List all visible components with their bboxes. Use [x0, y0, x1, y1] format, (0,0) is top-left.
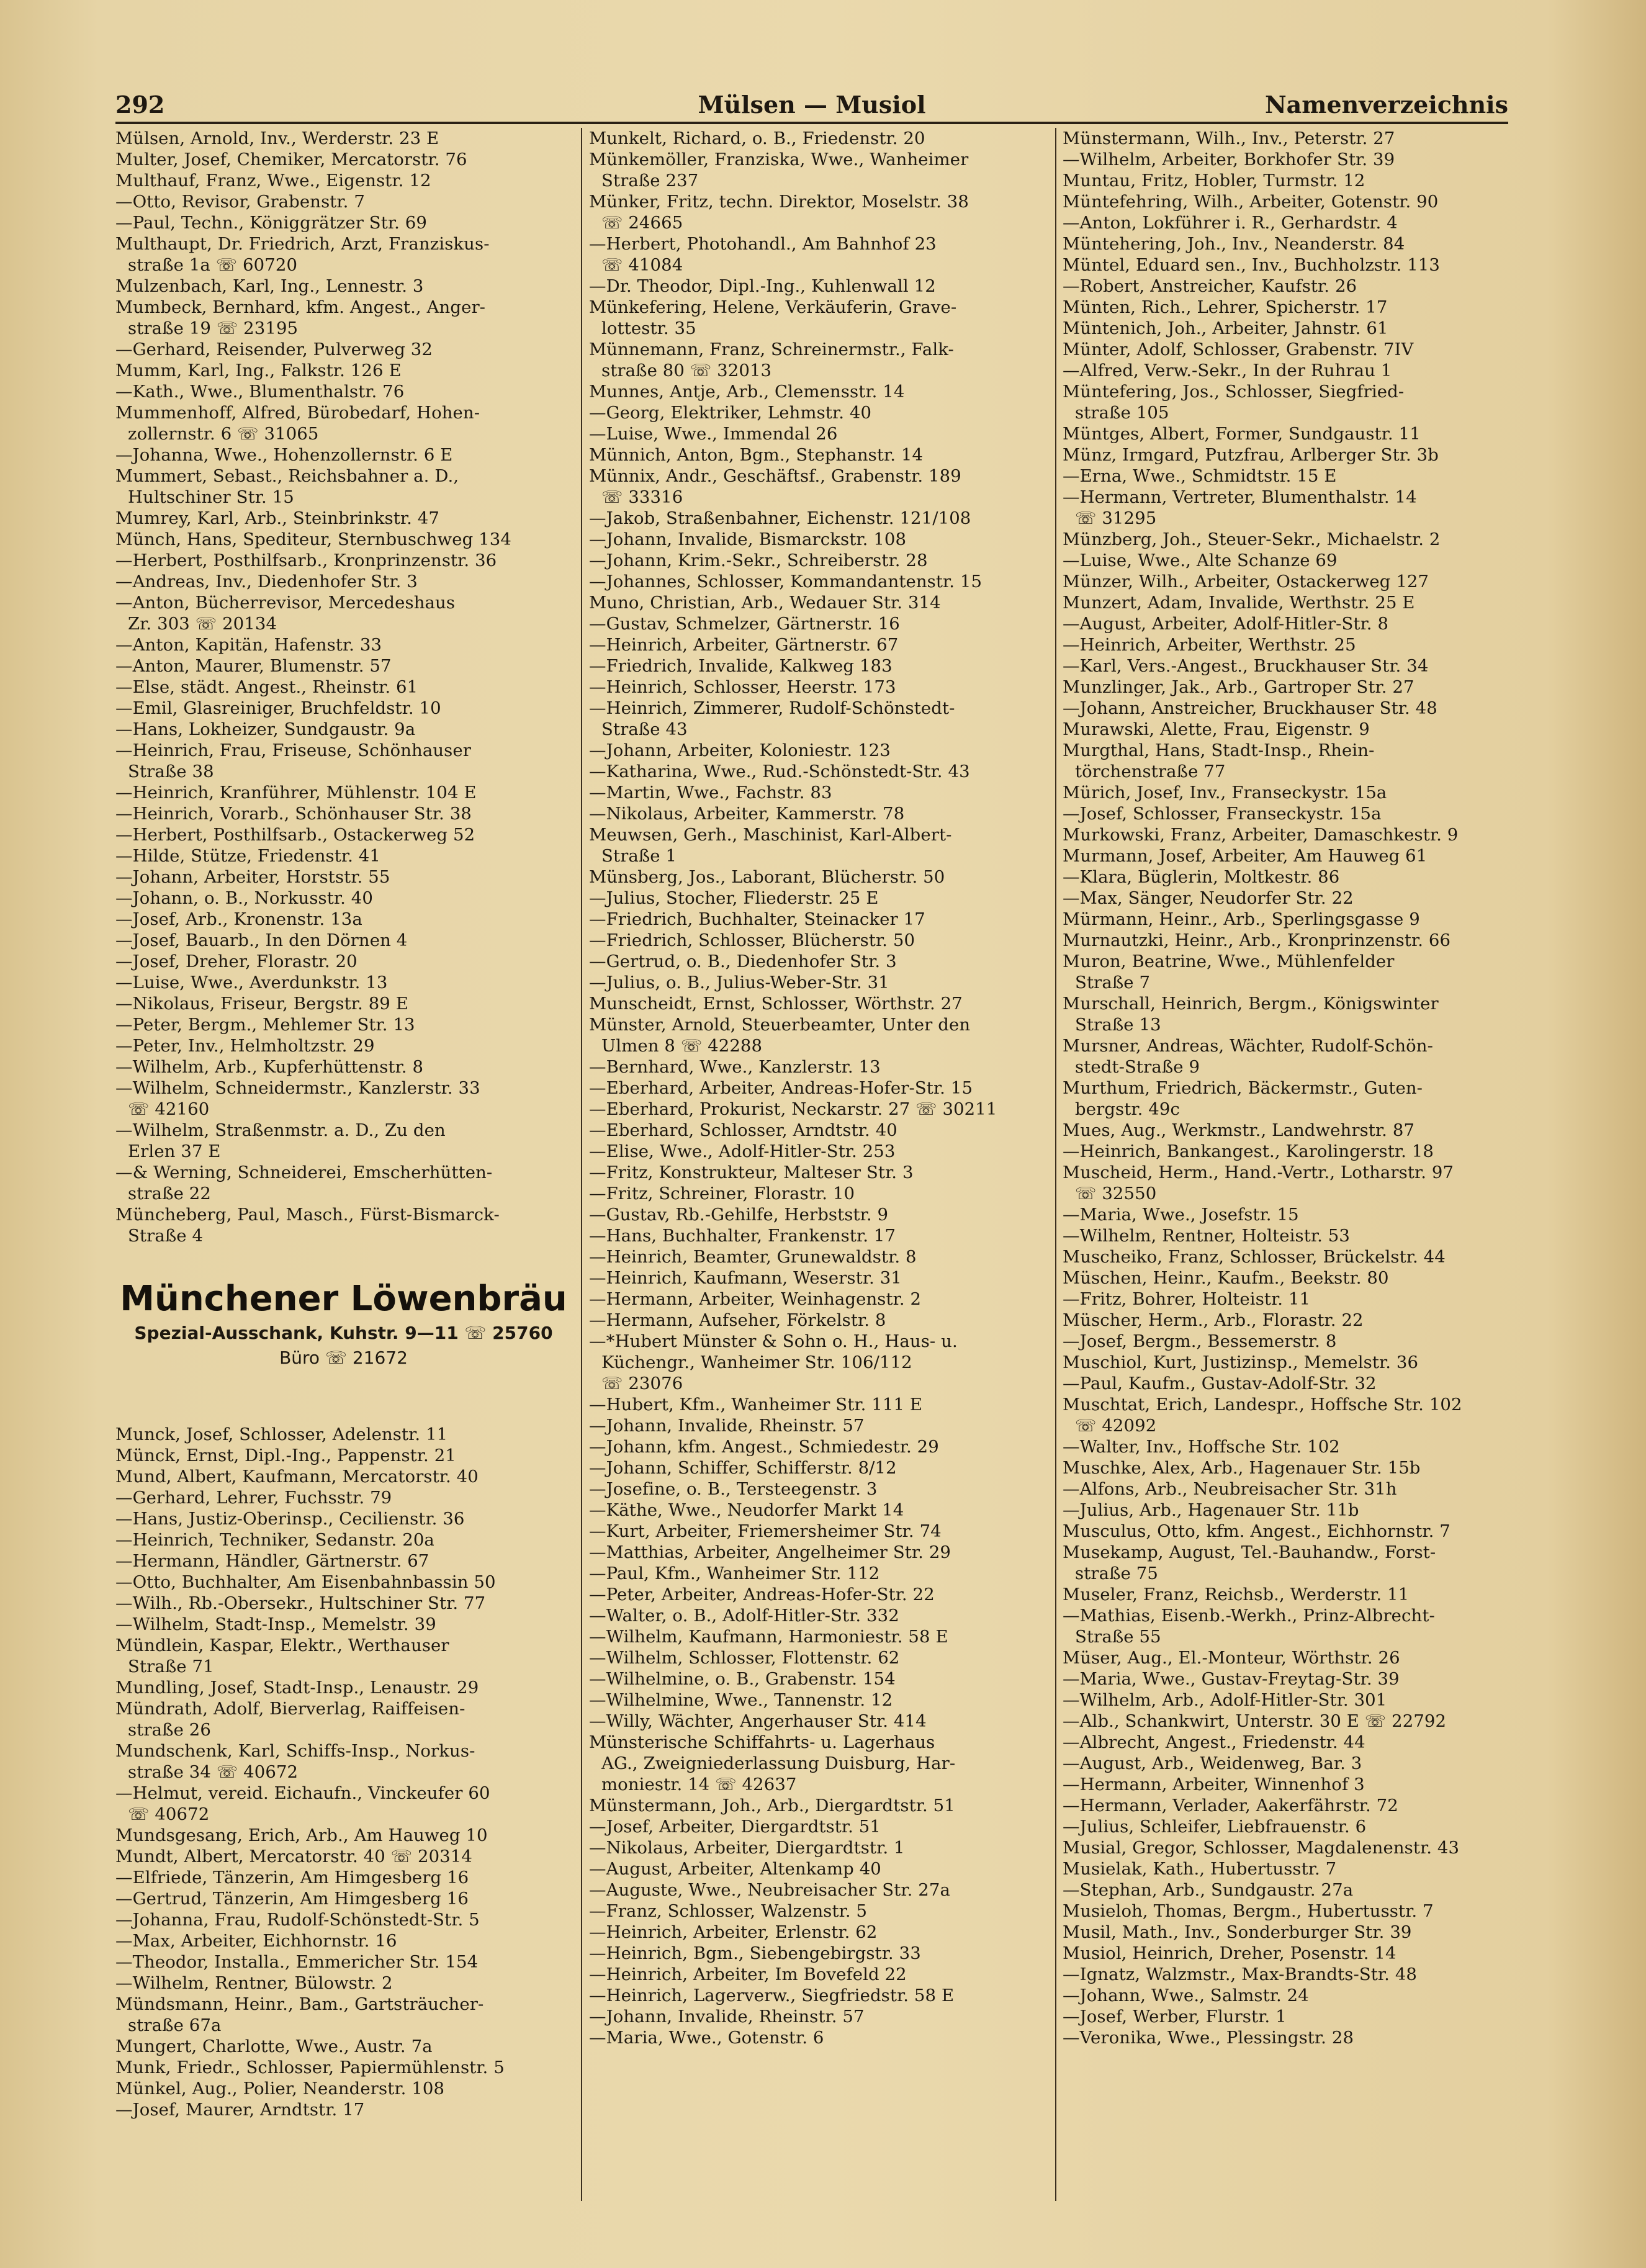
- directory-entry-line: Murgthal, Hans, Stadt-Insp., Rhein-: [1063, 740, 1375, 760]
- directory-entry-line: —Karl, Vers.-Angest., Bruckhauser Str. 34: [1063, 656, 1429, 676]
- directory-entry-line: —Jakob, Straßenbahner, Eichenstr. 121/108: [589, 508, 971, 528]
- directory-entry-line: —Friedrich, Buchhalter, Steinacker 17: [589, 909, 925, 929]
- directory-entry-line: Munzert, Adam, Invalide, Werthstr. 25 E: [1063, 593, 1415, 613]
- directory-entry-line: —Wilhelm, Arbeiter, Borkhofer Str. 39: [1063, 150, 1395, 169]
- directory-entry-line: straße 26: [128, 1720, 211, 1740]
- directory-entry-line: straße 80 ☏ 32013: [601, 361, 772, 380]
- directory-entry-line: —Nikolaus, Arbeiter, Kammerstr. 78: [589, 804, 905, 824]
- directory-entry-line: —Paul, Kfm., Wanheimer Str. 112: [589, 1564, 880, 1583]
- directory-entry-line: Straße 237: [601, 171, 699, 191]
- directory-entry-line: —Hans, Justiz-Oberinsp., Cecilienstr. 36: [115, 1509, 465, 1529]
- directory-entry-line: Mumrey, Karl, Arb., Steinbrinkstr. 47: [115, 508, 439, 528]
- directory-entry-line: —Wilhelmine, o. B., Grabenstr. 154: [589, 1669, 896, 1689]
- directory-entry-line: Zr. 303 ☏ 20134: [128, 614, 277, 634]
- directory-entry-line: Musiol, Heinrich, Dreher, Posenstr. 14: [1063, 1943, 1396, 1963]
- directory-entry-line: —Eberhard, Schlosser, Arndtstr. 40: [589, 1120, 897, 1140]
- directory-entry-line: —Julius, Arb., Hagenauer Str. 11b: [1063, 1500, 1359, 1520]
- directory-entry-line: Münten, Rich., Lehrer, Spicherstr. 17: [1063, 297, 1388, 317]
- directory-entry-line: Mürich, Josef, Inv., Franseckystr. 15a: [1063, 783, 1387, 803]
- directory-entry-line: —Gerhard, Lehrer, Fuchsstr. 79: [115, 1488, 392, 1508]
- column-3: [1063, 128, 1519, 2226]
- directory-entry-line: —Eberhard, Arbeiter, Andreas-Hofer-Str. 15: [589, 1078, 973, 1098]
- directory-entry-line: Muschiol, Kurt, Justizinsp., Memelstr. 36: [1063, 1352, 1419, 1372]
- directory-entry-line: —Hermann, Aufseher, Förkelstr. 8: [589, 1310, 886, 1330]
- directory-entry-line: ☏ 40672: [128, 1804, 210, 1824]
- directory-entry-line: —Julius, o. B., Julius-Weber-Str. 31: [589, 973, 889, 992]
- directory-entry-line: Münzberg, Joh., Steuer-Sekr., Michaelstr. 2: [1063, 529, 1441, 549]
- directory-entry-line: —Willy, Wächter, Angerhauser Str. 414: [589, 1711, 927, 1731]
- directory-entry-line: Münkel, Aug., Polier, Neanderstr. 108: [115, 2079, 445, 2099]
- directory-entry-line: Straße 13: [1075, 1015, 1161, 1035]
- directory-entry-line: —Josef, Werber, Flurstr. 1: [1063, 2007, 1287, 2027]
- directory-entry-line: —Heinrich, Techniker, Sedanstr. 20a: [115, 1530, 434, 1550]
- directory-entry-line: —Nikolaus, Arbeiter, Diergardtstr. 1: [589, 1838, 905, 1858]
- directory-entry-line: —Heinrich, Arbeiter, Gärtnerstr. 67: [589, 635, 899, 655]
- directory-entry-line: Mulzenbach, Karl, Ing., Lennestr. 3: [115, 276, 424, 296]
- directory-entry-line: —Johann, Anstreicher, Bruckhauser Str. 48: [1063, 698, 1437, 718]
- directory-entry-line: —Anton, Lokführer i. R., Gerhardstr. 4: [1063, 213, 1398, 233]
- directory-entry-line: Mündrath, Adolf, Bierverlag, Raiffeisen-: [115, 1699, 465, 1719]
- directory-entry-line: —Paul, Kaufm., Gustav-Adolf-Str. 32: [1063, 1374, 1377, 1393]
- directory-entry-line: Mumbeck, Bernhard, kfm. Angest., Anger-: [115, 297, 486, 317]
- directory-entry-line: Straße 4: [128, 1226, 204, 1246]
- directory-entry-line: —Matthias, Arbeiter, Angelheimer Str. 29: [589, 1542, 951, 1562]
- directory-entry-line: —Heinrich, Kaufmann, Weserstr. 31: [589, 1268, 902, 1288]
- directory-entry-line: Mundsgesang, Erich, Arb., Am Hauweg 10: [115, 1825, 488, 1845]
- directory-entry-line: Münkemöller, Franziska, Wwe., Wanheimer: [589, 150, 969, 169]
- directory-entry-line: —Max, Arbeiter, Eichhornstr. 16: [115, 1931, 397, 1951]
- directory-entry-line: —Gertrud, o. B., Diedenhofer Str. 3: [589, 952, 897, 971]
- directory-entry-line: —Hans, Buchhalter, Frankenstr. 17: [589, 1226, 896, 1246]
- directory-entry-line: Mundschenk, Karl, Schiffs-Insp., Norkus-: [115, 1741, 475, 1761]
- directory-entry-line: ☏ 24665: [601, 213, 683, 233]
- directory-entry-line: —Luise, Wwe., Alte Schanze 69: [1063, 551, 1338, 570]
- directory-entry-line: Multhauf, Franz, Wwe., Eigenstr. 12: [115, 171, 431, 191]
- column-divider: [581, 128, 582, 2201]
- directory-entry-line: —Alfons, Arb., Neubreisacher Str. 31h: [1063, 1479, 1397, 1499]
- directory-entry-line: Müntel, Eduard sen., Inv., Buchholzstr. 113: [1063, 255, 1440, 275]
- directory-entry-line: —Katharina, Wwe., Rud.-Schönstedt-Str. 43: [589, 762, 970, 781]
- directory-entry-line: —Ignatz, Walzmstr., Max-Brandts-Str. 48: [1063, 1964, 1418, 1984]
- column-2: [589, 128, 1045, 2226]
- directory-entry-line: —Josef, Arb., Kronenstr. 13a: [115, 909, 362, 929]
- directory-entry-line: lottestr. 35: [601, 318, 696, 338]
- directory-entry-line: —Wilhelmine, Wwe., Tannenstr. 12: [589, 1690, 893, 1710]
- directory-entry-line: Mündlein, Kaspar, Elektr., Werthauser: [115, 1636, 449, 1655]
- directory-entry-line: —Wilhelm, Schneidermstr., Kanzlerstr. 33: [115, 1078, 480, 1098]
- directory-entry-line: Murschall, Heinrich, Bergm., Königswinter: [1063, 994, 1439, 1014]
- directory-entry-line: Müncheberg, Paul, Masch., Fürst-Bismarck-: [115, 1205, 500, 1225]
- directory-entry-line: —Josef, Arbeiter, Diergardtstr. 51: [589, 1817, 881, 1837]
- directory-entry-line: —Auguste, Wwe., Neubreisacher Str. 27a: [589, 1880, 950, 1900]
- directory-entry-line: Hultschiner Str. 15: [128, 487, 294, 507]
- directory-entry-line: straße 75: [1075, 1564, 1158, 1583]
- directory-entry-line: —Hans, Lokheizer, Sundgaustr. 9a: [115, 719, 416, 739]
- directory-entry-line: Murnautzki, Heinr., Arb., Kronprinzenstr. 66: [1063, 930, 1451, 950]
- ad-office-phone: Büro ☏ 21672: [279, 1348, 408, 1368]
- directory-entry-line: —Wilhelm, Straßenmstr. a. D., Zu den: [115, 1120, 446, 1140]
- directory-entry-line: —Heinrich, Arbeiter, Werthstr. 25: [1063, 635, 1356, 655]
- directory-entry-line: —Johann, Invalide, Rheinstr. 57: [589, 2007, 865, 2027]
- column-1: [115, 128, 572, 2226]
- directory-entry-line: Mündsmann, Heinr., Bam., Gartsträucher-: [115, 1994, 484, 2014]
- directory-entry-line: Mundt, Albert, Mercatorstr. 40 ☏ 20314: [115, 1847, 472, 1866]
- directory-entry-line: Mues, Aug., Werkmstr., Landwehrstr. 87: [1063, 1120, 1415, 1140]
- directory-entry-line: Mungert, Charlotte, Wwe., Austr. 7a: [115, 2036, 433, 2056]
- directory-entry-line: —Else, städt. Angest., Rheinstr. 61: [115, 677, 418, 697]
- directory-entry-line: —Wilhelm, Rentner, Bülowstr. 2: [115, 1973, 393, 1993]
- directory-entry-line: —Klara, Büglerin, Moltkestr. 86: [1063, 867, 1340, 887]
- directory-entry-line: Munck, Josef, Schlosser, Adelenstr. 11: [115, 1424, 448, 1444]
- directory-entry-line: —August, Arb., Weidenweg, Bar. 3: [1063, 1753, 1362, 1773]
- directory-entry-line: —Julius, Schleifer, Liebfrauenstr. 6: [1063, 1817, 1367, 1837]
- directory-entry-line: —Anton, Kapitän, Hafenstr. 33: [115, 635, 382, 655]
- directory-entry-line: —August, Arbeiter, Altenkamp 40: [589, 1859, 881, 1879]
- directory-entry-line: —Alfred, Verw.-Sekr., In der Ruhrau 1: [1063, 361, 1392, 380]
- running-title: Mülsen — Musiol: [698, 91, 926, 119]
- directory-entry-line: ☏ 33316: [601, 487, 683, 507]
- directory-entry-line: —Heinrich, Frau, Friseuse, Schönhauser: [115, 740, 471, 760]
- directory-entry-line: —Wilhelm, Arb., Kupferhüttenstr. 8: [115, 1057, 424, 1077]
- directory-entry-line: Mursner, Andreas, Wächter, Rudolf-Schön-: [1063, 1036, 1433, 1056]
- directory-entry-line: Münck, Ernst, Dipl.-Ing., Pappenstr. 21: [115, 1446, 456, 1465]
- directory-entry-line: —Johannes, Schlosser, Kommandantenstr. 15: [589, 572, 983, 592]
- directory-entry-line: —Heinrich, Arbeiter, Erlenstr. 62: [589, 1922, 878, 1942]
- directory-entry-line: —Theodor, Installa., Emmericher Str. 154: [115, 1952, 479, 1972]
- directory-entry-line: —Josef, Bauarb., In den Dörnen 4: [115, 930, 408, 950]
- directory-entry-line: —Johanna, Wwe., Hohenzollernstr. 6 E: [115, 445, 453, 465]
- directory-entry-line: —Kath., Wwe., Blumenthalstr. 76: [115, 382, 405, 402]
- directory-entry-line: —Anton, Bücherrevisor, Mercedeshaus: [115, 593, 456, 613]
- column-divider: [1055, 128, 1056, 2201]
- directory-entry-line: —Maria, Wwe., Josefstr. 15: [1063, 1205, 1299, 1225]
- directory-entry-line: —Johann, Invalide, Bismarckstr. 108: [589, 529, 907, 549]
- directory-entry-line: Mülsen, Arnold, Inv., Werderstr. 23 E: [115, 128, 439, 148]
- directory-entry-line: Muno, Christian, Arb., Wedauer Str. 314: [589, 593, 941, 613]
- directory-entry-line: Küchengr., Wanheimer Str. 106/112: [601, 1352, 912, 1372]
- directory-entry-line: stedt-Straße 9: [1075, 1057, 1200, 1077]
- directory-entry-line: Muntau, Fritz, Hobler, Turmstr. 12: [1063, 171, 1365, 191]
- directory-entry-line: Müntehering, Joh., Inv., Neanderstr. 84: [1063, 234, 1405, 254]
- directory-entry-line: —Elfriede, Tänzerin, Am Himgesberg 16: [115, 1868, 469, 1888]
- directory-entry-line: Straße 38: [128, 762, 214, 781]
- directory-entry-line: Musil, Math., Inv., Sonderburger Str. 39: [1063, 1922, 1412, 1942]
- directory-entry-line: straße 67a: [128, 2015, 222, 2035]
- directory-entry-line: —Robert, Anstreicher, Kaufstr. 26: [1063, 276, 1357, 296]
- directory-entry-line: —Gustav, Schmelzer, Gärtnerstr. 16: [589, 614, 900, 634]
- directory-entry-line: —Anton, Maurer, Blumenstr. 57: [115, 656, 392, 676]
- directory-entry-line: Munscheidt, Ernst, Schlosser, Wörthstr. 27: [589, 994, 963, 1014]
- directory-entry-line: Straße 1: [601, 846, 677, 866]
- directory-entry-line: —Otto, Buchhalter, Am Eisenbahnbassin 50: [115, 1572, 496, 1592]
- directory-entry-line: —Herbert, Posthilfsarb., Ostackerweg 52: [115, 825, 475, 845]
- directory-entry-line: —Herbert, Photohandl., Am Bahnhof 23: [589, 234, 937, 254]
- directory-entry-line: —Johann, Arbeiter, Horststr. 55: [115, 867, 390, 887]
- directory-entry-line: —Walter, Inv., Hoffsche Str. 102: [1063, 1437, 1340, 1457]
- directory-entry-line: —Josefine, o. B., Tersteegenstr. 3: [589, 1479, 878, 1499]
- directory-entry-line: —August, Arbeiter, Adolf-Hitler-Str. 8: [1063, 614, 1389, 634]
- directory-entry-line: —Hilde, Stütze, Friedenstr. 41: [115, 846, 380, 866]
- directory-entry-line: Müntefehring, Wilh., Arbeiter, Gotenstr. 90: [1063, 192, 1439, 212]
- directory-entry-line: Müntefering, Jos., Schlosser, Siegfried-: [1063, 382, 1405, 402]
- directory-entry-line: —Johann, o. B., Norkusstr. 40: [115, 888, 373, 908]
- ad-title: Münchener Löwenbräu: [120, 1279, 567, 1319]
- directory-entry-line: Straße 7: [1075, 973, 1151, 992]
- directory-entry-line: —Wilh., Rb.-Obersekr., Hultschiner Str. 77: [115, 1593, 486, 1613]
- directory-entry-line: —Gertrud, Tänzerin, Am Himgesberg 16: [115, 1889, 469, 1909]
- directory-entry-line: —Johann, Arbeiter, Koloniestr. 123: [589, 740, 891, 760]
- directory-entry-line: —Wilhelm, Rentner, Holteistr. 53: [1063, 1226, 1350, 1246]
- directory-entry-line: törchenstraße 77: [1075, 762, 1226, 781]
- directory-entry-line: —Hermann, Arbeiter, Weinhagenstr. 2: [589, 1289, 922, 1309]
- directory-entry-line: bergstr. 49c: [1075, 1099, 1180, 1119]
- directory-entry-line: Münsterische Schiffahrts- u. Lagerhaus: [589, 1732, 935, 1752]
- directory-entry-line: ☏ 32550: [1075, 1184, 1157, 1204]
- section-title: Namenverzeichnis: [1264, 91, 1508, 119]
- directory-entry-line: —Maria, Wwe., Gotenstr. 6: [589, 2028, 824, 2048]
- directory-entry-line: —Gustav, Rb.-Gehilfe, Herbststr. 9: [589, 1205, 889, 1225]
- directory-entry-line: —Josef, Bergm., Bessemerstr. 8: [1063, 1331, 1337, 1351]
- directory-entry-line: Multer, Josef, Chemiker, Mercatorstr. 76: [115, 150, 467, 169]
- directory-entry-line: Mundling, Josef, Stadt-Insp., Lenaustr. 29: [115, 1678, 479, 1698]
- directory-entry-line: —Walter, o. B., Adolf-Hitler-Str. 332: [589, 1606, 899, 1626]
- directory-entry-line: ☏ 41084: [601, 255, 683, 275]
- directory-entry-line: Münstermann, Joh., Arb., Diergardtstr. 51: [589, 1796, 955, 1816]
- directory-entry-line: Münnemann, Franz, Schreinermstr., Falk-: [589, 340, 954, 359]
- directory-entry-line: Münsberg, Jos., Laborant, Blücherstr. 50: [589, 867, 945, 887]
- directory-entry-line: Mumm, Karl, Ing., Falkstr. 126 E: [115, 361, 402, 380]
- directory-entry-line: Multhaupt, Dr. Friedrich, Arzt, Franziskus-: [115, 234, 490, 254]
- directory-entry-line: —Veronika, Wwe., Plessingstr. 28: [1063, 2028, 1354, 2048]
- directory-entry-line: —Max, Sänger, Neudorfer Str. 22: [1063, 888, 1354, 908]
- directory-entry-line: —Johanna, Frau, Rudolf-Schönstedt-Str. 5: [115, 1910, 480, 1930]
- directory-entry-line: —Johann, kfm. Angest., Schmiedestr. 29: [589, 1437, 939, 1457]
- directory-entry-line: Munkelt, Richard, o. B., Friedenstr. 20: [589, 128, 925, 148]
- directory-entry-line: Musieloh, Thomas, Bergm., Hubertusstr. 7: [1063, 1901, 1434, 1921]
- directory-entry-line: straße 34 ☏ 40672: [128, 1762, 299, 1782]
- directory-entry-line: Mund, Albert, Kaufmann, Mercatorstr. 40: [115, 1467, 479, 1487]
- page-number: 292: [115, 91, 165, 119]
- ad-address: Spezial-Ausschank, Kuhstr. 9—11 ☏ 25760: [134, 1323, 553, 1343]
- directory-entry-line: Münch, Hans, Spediteur, Sternbuschweg 134: [115, 529, 511, 549]
- directory-entry-line: —Heinrich, Lagerverw., Siegfriedstr. 58 E: [589, 1986, 955, 2005]
- directory-entry-line: —Fritz, Schreiner, Florastr. 10: [589, 1184, 855, 1204]
- directory-entry-line: Erlen 37 E: [128, 1141, 221, 1161]
- directory-entry-line: —Julius, Stocher, Fliederstr. 25 E: [589, 888, 879, 908]
- directory-entry-line: —Hubert, Kfm., Wanheimer Str. 111 E: [589, 1395, 923, 1415]
- directory-entry-line: —Dr. Theodor, Dipl.-Ing., Kuhlenwall 12: [589, 276, 936, 296]
- directory-entry-line: Murkowski, Franz, Arbeiter, Damaschkestr. 9: [1063, 825, 1459, 845]
- directory-entry-line: —Peter, Bergm., Mehlemer Str. 13: [115, 1015, 415, 1035]
- directory-entry-line: Müschen, Heinr., Kaufm., Beekstr. 80: [1063, 1268, 1389, 1288]
- directory-entry-line: Munk, Friedr., Schlosser, Papiermühlenstr. 5: [115, 2058, 505, 2077]
- directory-entry-line: —Mathias, Eisenb.-Werkh., Prinz-Albrecht-: [1063, 1606, 1435, 1626]
- directory-entry-line: Mummenhoff, Alfred, Bürobedarf, Hohen-: [115, 403, 480, 423]
- directory-entry-line: —*Hubert Münster & Sohn o. H., Haus- u.: [589, 1331, 958, 1351]
- directory-entry-line: Münzer, Wilh., Arbeiter, Ostackerweg 127: [1063, 572, 1429, 592]
- directory-entry-line: —Hermann, Händler, Gärtnerstr. 67: [115, 1551, 429, 1571]
- directory-entry-line: Straße 71: [128, 1657, 214, 1676]
- directory-entry-line: —Elise, Wwe., Adolf-Hitler-Str. 253: [589, 1141, 896, 1161]
- directory-entry-line: Mürmann, Heinr., Arb., Sperlingsgasse 9: [1063, 909, 1420, 929]
- directory-entry-line: —Josef, Schlosser, Franseckystr. 15a: [1063, 804, 1382, 824]
- directory-entry-line: —Heinrich, Bgm., Siebengebirgstr. 33: [589, 1943, 921, 1963]
- directory-entry-line: —Johann, Krim.-Sekr., Schreiberstr. 28: [589, 551, 928, 570]
- directory-entry-line: —Johann, Schiffer, Schifferstr. 8/12: [589, 1458, 897, 1478]
- directory-entry-line: straße 22: [128, 1184, 211, 1204]
- directory-entry-line: —Käthe, Wwe., Neudorfer Markt 14: [589, 1500, 904, 1520]
- directory-entry-line: —Hermann, Verlader, Aakerfährstr. 72: [1063, 1796, 1398, 1816]
- directory-entry-line: —Maria, Wwe., Gustav-Freytag-Str. 39: [1063, 1669, 1400, 1689]
- directory-entry-line: —Heinrich, Arbeiter, Im Bovefeld 22: [589, 1964, 907, 1984]
- directory-entry-line: —Paul, Techn., Königgrätzer Str. 69: [115, 213, 427, 233]
- directory-entry-line: Münkefering, Helene, Verkäuferin, Grave-: [589, 297, 957, 317]
- directory-entry-line: Ulmen 8 ☏ 42288: [601, 1036, 763, 1056]
- directory-entry-line: Muron, Beatrine, Wwe., Mühlenfelder: [1063, 952, 1395, 971]
- directory-entry-line: —Friedrich, Schlosser, Blücherstr. 50: [589, 930, 915, 950]
- directory-entry-line: —Kurt, Arbeiter, Friemersheimer Str. 74: [589, 1521, 942, 1541]
- directory-entry-line: ☏ 42160: [128, 1099, 210, 1119]
- directory-entry-line: —Herbert, Posthilfsarb., Kronprinzenstr. 36: [115, 551, 497, 570]
- directory-entry-line: Müntenich, Joh., Arbeiter, Jahnstr. 61: [1063, 318, 1388, 338]
- directory-entry-line: —Otto, Revisor, Grabenstr. 7: [115, 192, 365, 212]
- directory-entry-line: —Hermann, Arbeiter, Winnenhof 3: [1063, 1775, 1365, 1794]
- directory-entry-line: Münz, Irmgard, Putzfrau, Arlberger Str. 3b: [1063, 445, 1439, 465]
- directory-entry-line: zollernstr. 6 ☏ 31065: [128, 424, 319, 444]
- directory-entry-line: straße 1a ☏ 60720: [128, 255, 298, 275]
- directory-entry-line: Straße 43: [601, 719, 688, 739]
- directory-entry-line: Münker, Fritz, techn. Direktor, Moselstr. 38: [589, 192, 969, 212]
- directory-entry-line: AG., Zweigniederlassung Duisburg, Har-: [601, 1753, 956, 1773]
- directory-entry-line: —Helmut, vereid. Eichaufn., Vinckeufer 60: [115, 1783, 490, 1803]
- directory-entry-line: Muschke, Alex, Arb., Hagenauer Str. 15b: [1063, 1458, 1421, 1478]
- directory-entry-line: Murmann, Josef, Arbeiter, Am Hauweg 61: [1063, 846, 1428, 866]
- directory-entry-line: Münnich, Anton, Bgm., Stephanstr. 14: [589, 445, 924, 465]
- directory-entry-line: —Nikolaus, Friseur, Bergstr. 89 E: [115, 994, 408, 1014]
- directory-entry-line: straße 19 ☏ 23195: [128, 318, 299, 338]
- directory-entry-line: —Luise, Wwe., Averdunkstr. 13: [115, 973, 388, 992]
- directory-entry-line: Muschtat, Erich, Landespr., Hoffsche Str. 102: [1063, 1395, 1462, 1415]
- directory-entry-line: —Heinrich, Beamter, Grunewaldstr. 8: [589, 1247, 917, 1267]
- directory-entry-line: Musculus, Otto, kfm. Angest., Eichhornstr. 7: [1063, 1521, 1450, 1541]
- directory-entry-line: —Franz, Schlosser, Walzenstr. 5: [589, 1901, 868, 1921]
- directory-entry-line: Straße 55: [1075, 1627, 1161, 1647]
- directory-entry-line: Meuwsen, Gerh., Maschinist, Karl-Albert-: [589, 825, 952, 845]
- directory-entry-line: —Stephan, Arb., Sundgaustr. 27a: [1063, 1880, 1354, 1900]
- directory-entry-line: —Hermann, Vertreter, Blumenthalstr. 14: [1063, 487, 1417, 507]
- directory-entry-line: —Gerhard, Reisender, Pulverweg 32: [115, 340, 433, 359]
- directory-entry-line: Münster, Arnold, Steuerbeamter, Unter den: [589, 1015, 971, 1035]
- directory-entry-line: —Heinrich, Kranführer, Mühlenstr. 104 E: [115, 783, 477, 803]
- directory-entry-line: —Eberhard, Prokurist, Neckarstr. 27 ☏ 30211: [589, 1099, 997, 1119]
- directory-entry-line: —Alb., Schankwirt, Unterstr. 30 E ☏ 22792: [1063, 1711, 1447, 1731]
- directory-entry-line: —Fritz, Konstrukteur, Malteser Str. 3: [589, 1163, 914, 1182]
- directory-entry-line: Muscheid, Herm., Hand.-Vertr., Lotharstr. 97: [1063, 1163, 1454, 1182]
- directory-entry-line: —Wilhelm, Schlosser, Flottenstr. 62: [589, 1648, 900, 1668]
- directory-entry-line: Münnix, Andr., Geschäftsf., Grabenstr. 189: [589, 466, 961, 486]
- directory-entry-line: —Georg, Elektriker, Lehmstr. 40: [589, 403, 872, 423]
- directory-entry-line: —Peter, Inv., Helmholtzstr. 29: [115, 1036, 375, 1056]
- page-header: [115, 86, 1508, 124]
- directory-entry-line: ☏ 31295: [1075, 508, 1157, 528]
- directory-entry-line: —Friedrich, Invalide, Kalkweg 183: [589, 656, 893, 676]
- directory-entry-line: Munzlinger, Jak., Arb., Gartroper Str. 27: [1063, 677, 1414, 697]
- directory-entry-line: Münstermann, Wilh., Inv., Peterstr. 27: [1063, 128, 1395, 148]
- directory-entry-line: Musial, Gregor, Schlosser, Magdalenenstr. 43: [1063, 1838, 1460, 1858]
- directory-entry-line: —Bernhard, Wwe., Kanzlerstr. 13: [589, 1057, 881, 1077]
- directory-entry-line: —Josef, Dreher, Florastr. 20: [115, 952, 358, 971]
- directory-entry-line: —Martin, Wwe., Fachstr. 83: [589, 783, 832, 803]
- directory-entry-line: Münter, Adolf, Schlosser, Grabenstr. 7IV: [1063, 340, 1414, 359]
- directory-entry-line: —Wilhelm, Arb., Adolf-Hitler-Str. 301: [1063, 1690, 1387, 1710]
- directory-entry-line: —Heinrich, Vorarb., Schönhauser Str. 38: [115, 804, 472, 824]
- directory-entry-line: —Fritz, Bohrer, Holteistr. 11: [1063, 1289, 1311, 1309]
- directory-entry-line: Müser, Aug., El.-Monteur, Wörthstr. 26: [1063, 1648, 1400, 1668]
- directory-entry-line: —Andreas, Inv., Diedenhofer Str. 3: [115, 572, 418, 592]
- directory-entry-line: straße 105: [1075, 403, 1169, 423]
- directory-entry-line: —Johann, Wwe., Salmstr. 24: [1063, 1986, 1309, 2005]
- directory-entry-line: —Johann, Invalide, Rheinstr. 57: [589, 1416, 865, 1436]
- directory-entry-line: —Peter, Arbeiter, Andreas-Hofer-Str. 22: [589, 1585, 935, 1604]
- directory-entry-line: Musielak, Kath., Hubertusstr. 7: [1063, 1859, 1337, 1879]
- directory-entry-line: Murthum, Friedrich, Bäckermstr., Guten-: [1063, 1078, 1423, 1098]
- directory-entry-line: moniestr. 14 ☏ 42637: [601, 1775, 797, 1794]
- directory-entry-line: Murawski, Alette, Frau, Eigenstr. 9: [1063, 719, 1370, 739]
- directory-entry-line: Müscher, Herm., Arb., Florastr. 22: [1063, 1310, 1364, 1330]
- directory-entry-line: —Erna, Wwe., Schmidtstr. 15 E: [1063, 466, 1337, 486]
- directory-entry-line: —Albrecht, Angest., Friedenstr. 44: [1063, 1732, 1365, 1752]
- advertisement-block: [115, 1246, 572, 1424]
- directory-entry-line: —Heinrich, Bankangest., Karolingerstr. 18: [1063, 1141, 1434, 1161]
- directory-entry-line: —Heinrich, Schlosser, Heerstr. 173: [589, 677, 896, 697]
- directory-entry-line: —Emil, Glasreiniger, Bruchfeldstr. 10: [115, 698, 441, 718]
- directory-entry-line: —Heinrich, Zimmerer, Rudolf-Schönstedt-: [589, 698, 955, 718]
- directory-entry-line: ☏ 23076: [601, 1374, 683, 1393]
- directory-entry-line: Musekamp, August, Tel.-Bauhandw., Forst-: [1063, 1542, 1436, 1562]
- directory-entry-line: Müntges, Albert, Former, Sundgaustr. 11: [1063, 424, 1421, 444]
- directory-entry-line: —Wilhelm, Kaufmann, Harmoniestr. 58 E: [589, 1627, 948, 1647]
- directory-entry-line: —Wilhelm, Stadt-Insp., Memelstr. 39: [115, 1614, 436, 1634]
- directory-entry-line: Muscheiko, Franz, Schlosser, Brückelstr. 44: [1063, 1247, 1446, 1267]
- directory-entry-line: ☏ 42092: [1075, 1416, 1157, 1436]
- directory-entry-line: Museler, Franz, Reichsb., Werderstr. 11: [1063, 1585, 1410, 1604]
- directory-entry-line: Mummert, Sebast., Reichsbahner a. D.,: [115, 466, 459, 486]
- directory-entry-line: —Josef, Maurer, Arndtstr. 17: [115, 2100, 365, 2120]
- directory-entry-line: —& Werning, Schneiderei, Emscherhütten-: [115, 1163, 493, 1182]
- directory-entry-line: Munnes, Antje, Arb., Clemensstr. 14: [589, 382, 905, 402]
- directory-entry-line: —Luise, Wwe., Immendal 26: [589, 424, 838, 444]
